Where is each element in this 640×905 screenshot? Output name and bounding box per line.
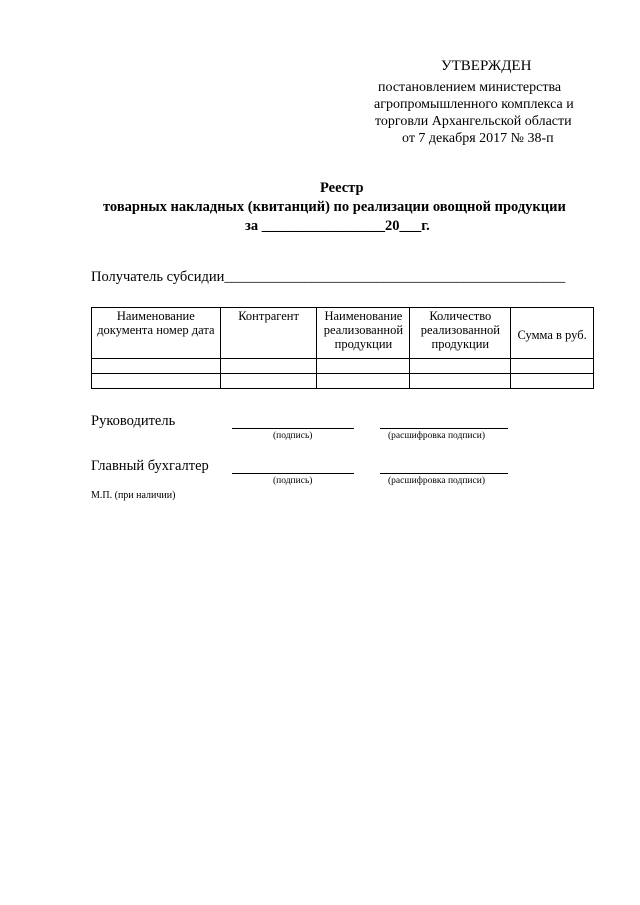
column-header: Количество реализованной продукции bbox=[410, 308, 511, 359]
document-subtitle: товарных накладных (квитанций) по реализации овощной продукции bbox=[103, 199, 566, 215]
table-cell[interactable] bbox=[220, 374, 317, 389]
stamp-note: М.П. (при наличии) bbox=[91, 490, 176, 501]
head-signature-line[interactable] bbox=[232, 428, 354, 429]
decode-caption: (расшифровка подписи) bbox=[388, 476, 485, 486]
signature-caption: (подпись) bbox=[273, 431, 313, 441]
table-row bbox=[92, 374, 594, 389]
document-title: Реестр bbox=[320, 180, 364, 196]
table-cell[interactable] bbox=[410, 359, 511, 374]
approval-line: постановлением министерства bbox=[378, 80, 562, 95]
head-label: Руководитель bbox=[91, 413, 176, 429]
table-cell[interactable] bbox=[220, 359, 317, 374]
decode-caption: (расшифровка подписи) bbox=[388, 431, 485, 441]
table-header-row bbox=[92, 308, 594, 359]
table-cell[interactable] bbox=[511, 359, 594, 374]
registry-table bbox=[91, 307, 594, 389]
approval-line: от 7 декабря 2017 № 38-п bbox=[402, 131, 554, 146]
accountant-label: Главный бухгалтер bbox=[91, 458, 209, 474]
approval-line: агропромышленного комплекса и bbox=[374, 97, 574, 112]
recipient-label: Получатель субсидии_______________________________________________ bbox=[91, 269, 566, 285]
column-header: Контрагент bbox=[220, 308, 317, 359]
accountant-name-line[interactable] bbox=[380, 473, 508, 474]
approval-title: УТВЕРЖДЕН bbox=[441, 58, 532, 74]
column-header: Сумма в руб. bbox=[511, 308, 594, 359]
signature-caption: (подпись) bbox=[273, 476, 313, 486]
table-cell[interactable] bbox=[317, 359, 410, 374]
approval-line: торговли Архангельской области bbox=[375, 114, 572, 129]
column-header: Наименование документа номер дата bbox=[92, 308, 221, 359]
table-cell[interactable] bbox=[92, 374, 221, 389]
document-period: за _________________20___г. bbox=[245, 218, 430, 234]
table-cell[interactable] bbox=[317, 374, 410, 389]
table-cell[interactable] bbox=[92, 359, 221, 374]
column-header: Наименование реализованной продукции bbox=[317, 308, 410, 359]
accountant-signature-line[interactable] bbox=[232, 473, 354, 474]
head-name-line[interactable] bbox=[380, 428, 508, 429]
table-cell[interactable] bbox=[410, 374, 511, 389]
table-cell[interactable] bbox=[511, 374, 594, 389]
table-row bbox=[92, 359, 594, 374]
